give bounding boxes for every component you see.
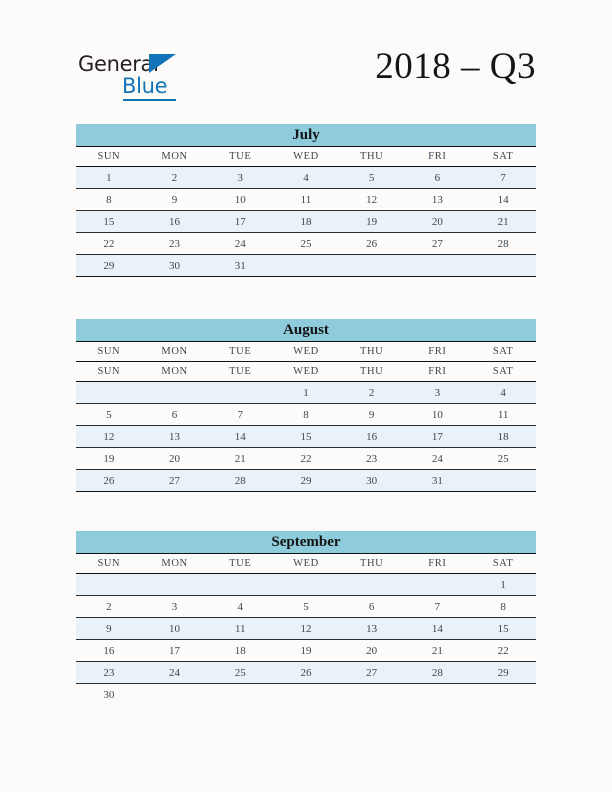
calendar-day-cell[interactable]: 27 xyxy=(405,233,471,255)
calendar-day-cell[interactable]: 24 xyxy=(142,662,208,684)
calendar-day-cell[interactable]: 2 xyxy=(339,382,405,404)
calendar-day-cell[interactable]: 6 xyxy=(405,167,471,189)
calendar-day-cell[interactable]: 23 xyxy=(142,233,208,255)
calendar-day-cell[interactable]: 30 xyxy=(142,255,208,277)
page-title: 2018 – Q3 xyxy=(375,46,536,87)
calendar-day-cell[interactable]: 20 xyxy=(405,211,471,233)
calendar-empty-cell xyxy=(470,684,536,706)
calendar-week-row xyxy=(76,574,536,596)
weekday-header-cell-sat: SAT xyxy=(470,554,536,574)
calendar-day-cell[interactable]: 15 xyxy=(76,211,142,233)
calendar-day-cell[interactable]: 18 xyxy=(470,426,536,448)
calendar-week-row xyxy=(76,426,536,448)
calendar-day-cell[interactable]: 13 xyxy=(405,189,471,211)
calendar-table xyxy=(76,342,536,492)
calendar-week-row xyxy=(76,233,536,255)
weekday-header-row xyxy=(76,554,536,574)
calendar-day-cell[interactable]: 24 xyxy=(405,448,471,470)
calendar-day-cell[interactable]: 11 xyxy=(273,189,339,211)
calendar-day-cell[interactable]: 11 xyxy=(470,404,536,426)
calendar-day-cell[interactable]: 30 xyxy=(339,470,405,492)
calendar-day-cell[interactable]: 22 xyxy=(76,233,142,255)
calendar-day-cell[interactable]: 22 xyxy=(470,640,536,662)
logo-triangle-icon xyxy=(149,54,176,73)
calendar-empty-cell xyxy=(76,382,142,404)
calendar-day-cell[interactable]: 20 xyxy=(142,448,208,470)
calendar-day-cell[interactable]: 5 xyxy=(339,167,405,189)
calendar-day-cell[interactable]: 1 xyxy=(76,167,142,189)
calendar-empty-cell xyxy=(405,684,471,706)
calendar-day-cell[interactable]: 12 xyxy=(76,426,142,448)
calendar-empty-cell xyxy=(207,382,273,404)
calendar-day-cell[interactable]: 29 xyxy=(470,662,536,684)
weekday-header-cell-wed: WED xyxy=(273,554,339,574)
calendar-day-cell[interactable]: 14 xyxy=(207,426,273,448)
calendar-day-cell[interactable]: 19 xyxy=(339,211,405,233)
calendar-week-row xyxy=(76,255,536,277)
calendar-weekday-header xyxy=(76,342,536,382)
calendar-body xyxy=(76,382,536,492)
calendar-day-cell[interactable]: 1 xyxy=(273,382,339,404)
month-block-july xyxy=(76,124,536,277)
calendar-empty-cell xyxy=(273,574,339,596)
calendar-day-cell[interactable]: 17 xyxy=(142,640,208,662)
month-block-september xyxy=(76,531,536,705)
calendar-day-cell[interactable]: 29 xyxy=(76,255,142,277)
calendar-day-cell[interactable]: 9 xyxy=(76,618,142,640)
calendar-day-cell[interactable]: 9 xyxy=(142,189,208,211)
calendar-week-row xyxy=(76,189,536,211)
logo-underline xyxy=(123,99,176,101)
calendar-day-cell[interactable]: 7 xyxy=(405,596,471,618)
weekday-header-row xyxy=(76,342,536,362)
weekday-header-cell-tue: TUE xyxy=(207,342,273,362)
calendar-day-cell[interactable]: 12 xyxy=(273,618,339,640)
calendar-day-cell[interactable]: 25 xyxy=(470,448,536,470)
weekday-header-cell-fri: FRI xyxy=(405,554,471,574)
weekday-header-cell-sat: SAT xyxy=(470,362,536,382)
calendar-day-cell[interactable]: 31 xyxy=(207,255,273,277)
calendar-weekday-header xyxy=(76,554,536,574)
calendar-empty-cell xyxy=(470,255,536,277)
calendar-day-cell[interactable]: 18 xyxy=(207,640,273,662)
logo-text-blue: Blue xyxy=(122,74,168,98)
weekday-header-cell-fri: FRI xyxy=(405,342,471,362)
calendar-day-cell[interactable]: 25 xyxy=(273,233,339,255)
calendar-week-row xyxy=(76,211,536,233)
calendar-day-cell[interactable]: 10 xyxy=(142,618,208,640)
calendar-table xyxy=(76,554,536,705)
calendar-day-cell[interactable]: 30 xyxy=(103,688,115,701)
calendar-day-cell[interactable]: 16 xyxy=(339,426,405,448)
weekday-header-cell-thu: THU xyxy=(339,362,405,382)
weekday-header-cell-fri: FRI xyxy=(405,362,471,382)
calendar-week-row xyxy=(76,640,536,662)
weekday-header-cell-mon: MON xyxy=(142,362,208,382)
calendar-day-cell[interactable]: 25 xyxy=(207,662,273,684)
calendar-empty-cell xyxy=(339,255,405,277)
weekday-header-cell-sun: SUN xyxy=(76,554,142,574)
calendar-empty-cell xyxy=(207,574,273,596)
calendar-day-cell[interactable]: 6 xyxy=(142,404,208,426)
calendar-day-cell[interactable]: 1 xyxy=(470,574,536,596)
calendar-day-cell[interactable]: 27 xyxy=(339,662,405,684)
calendar-day-cell[interactable]: 4 xyxy=(207,596,273,618)
month-block-august xyxy=(76,319,536,492)
calendar-day-cell[interactable]: 23 xyxy=(339,448,405,470)
weekday-header-cell-tue: TUE xyxy=(207,147,273,167)
weekday-header-cell-sat: SAT xyxy=(470,342,536,362)
calendar-empty-cell xyxy=(273,255,339,277)
calendar-day-cell[interactable]: 18 xyxy=(273,211,339,233)
calendar-day-cell[interactable]: 8 xyxy=(470,596,536,618)
calendar-week-row xyxy=(76,382,536,404)
calendar-empty-cell xyxy=(339,684,405,706)
calendar-week-row xyxy=(76,618,536,640)
calendar-table xyxy=(76,147,536,277)
calendar-week-row xyxy=(76,167,536,189)
calendar-day-cell[interactable]: 19 xyxy=(76,448,142,470)
calendar-week-row xyxy=(76,470,536,492)
weekday-header-cell-thu: THU xyxy=(339,554,405,574)
calendar-empty-cell xyxy=(273,684,339,706)
weekday-header-row xyxy=(76,362,536,382)
weekday-header-cell-mon: MON xyxy=(142,554,208,574)
calendar-week-row xyxy=(76,448,536,470)
calendar-day-cell[interactable]: 4 xyxy=(273,167,339,189)
calendar-day-cell[interactable]: 5 xyxy=(76,404,142,426)
calendar-day-cell[interactable]: 3 xyxy=(207,167,273,189)
weekday-header-cell-tue: TUE xyxy=(207,362,273,382)
calendar-day-cell[interactable]: 13 xyxy=(142,426,208,448)
calendar-day-cell[interactable]: 31 xyxy=(405,470,471,492)
month-title: September xyxy=(76,531,536,554)
calendar-day-cell[interactable]: 16 xyxy=(76,640,142,662)
weekday-header-cell-mon: MON xyxy=(142,342,208,362)
calendar-day-cell[interactable]: 17 xyxy=(405,426,471,448)
calendar-day-cell[interactable]: 24 xyxy=(207,233,273,255)
general-blue-logo xyxy=(78,52,258,104)
calendar-body xyxy=(76,574,536,706)
calendar-empty-cell xyxy=(142,574,208,596)
weekday-header-cell-sat: SAT xyxy=(470,147,536,167)
calendar-day-cell[interactable]: 23 xyxy=(76,662,142,684)
month-title: August xyxy=(76,319,536,342)
calendar-empty-cell xyxy=(405,255,471,277)
calendar-day-cell[interactable]: 10 xyxy=(405,404,471,426)
calendar-week-row xyxy=(76,684,536,706)
calendar-day-cell[interactable]: 21 xyxy=(207,448,273,470)
calendar-week-row xyxy=(76,596,536,618)
weekday-header-cell-wed: WED xyxy=(273,342,339,362)
calendar-day-cell[interactable]: 2 xyxy=(76,596,142,618)
calendar-empty-cell xyxy=(470,470,536,492)
calendar-day-cell[interactable]: 7 xyxy=(470,167,536,189)
month-title: July xyxy=(76,124,536,147)
calendar-day-cell[interactable]: 3 xyxy=(142,596,208,618)
calendar-empty-cell xyxy=(142,684,208,706)
weekday-header-cell-sun: SUN xyxy=(76,362,142,382)
calendar-day-cell[interactable]: 28 xyxy=(470,233,536,255)
weekday-header-cell-tue: TUE xyxy=(207,554,273,574)
calendar-week-row xyxy=(76,404,536,426)
calendar-day-cell[interactable]: 5 xyxy=(273,596,339,618)
calendar-day-cell[interactable]: 15 xyxy=(470,618,536,640)
weekday-header-cell-fri: FRI xyxy=(405,147,471,167)
calendar-day-cell[interactable]: 3 xyxy=(405,382,471,404)
weekday-header-cell-mon: MON xyxy=(142,147,208,167)
calendar-empty-cell xyxy=(339,574,405,596)
calendar-day-cell[interactable]: 19 xyxy=(273,640,339,662)
calendar-day-cell[interactable]: 8 xyxy=(76,189,142,211)
logo-text-general: General xyxy=(78,52,159,76)
calendar-empty-cell xyxy=(76,574,142,596)
weekday-header-cell-thu: THU xyxy=(339,147,405,167)
calendar-day-cell[interactable]: 26 xyxy=(339,233,405,255)
calendar-weekday-header xyxy=(76,147,536,167)
calendar-day-cell[interactable]: 28 xyxy=(207,470,273,492)
calendar-day-cell[interactable]: 28 xyxy=(405,662,471,684)
calendar-empty-cell xyxy=(207,684,273,706)
calendar-day-cell[interactable]: 21 xyxy=(470,211,536,233)
calendar-day-cell[interactable]: 7 xyxy=(207,404,273,426)
weekday-header-row xyxy=(76,147,536,167)
calendar-day-cell[interactable]: 17 xyxy=(207,211,273,233)
page-header xyxy=(0,0,612,118)
calendar-day-cell[interactable]: 15 xyxy=(273,426,339,448)
calendar-day-cell[interactable]: 14 xyxy=(470,189,536,211)
calendar-empty-cell xyxy=(405,574,471,596)
calendar-day-cell[interactable]: 26 xyxy=(76,470,142,492)
calendar-day-cell[interactable]: 26 xyxy=(273,662,339,684)
calendar-day-cell[interactable]: 29 xyxy=(273,470,339,492)
calendar-day-cell[interactable]: 22 xyxy=(273,448,339,470)
calendar-day-cell[interactable]: 6 xyxy=(339,596,405,618)
calendar-day-cell[interactable]: 27 xyxy=(142,470,208,492)
weekday-header-cell-thu: THU xyxy=(339,342,405,362)
calendar-day-cell[interactable]: 14 xyxy=(405,618,471,640)
weekday-header-cell-sun: SUN xyxy=(76,147,142,167)
calendar-day-cell[interactable]: 20 xyxy=(339,640,405,662)
calendar-day-cell[interactable]: 10 xyxy=(207,189,273,211)
calendar-day-cell[interactable]: 9 xyxy=(339,404,405,426)
calendar-week-row xyxy=(76,662,536,684)
calendar-day-cell[interactable]: 11 xyxy=(207,618,273,640)
weekday-header-cell-wed: WED xyxy=(273,147,339,167)
weekday-header-cell-wed: WED xyxy=(273,362,339,382)
calendar-empty-cell xyxy=(142,382,208,404)
calendar-body xyxy=(76,167,536,277)
weekday-header-cell-sun: SUN xyxy=(76,342,142,362)
calendar-day-cell[interactable]: 21 xyxy=(405,640,471,662)
calendar-day-cell[interactable]: 12 xyxy=(339,189,405,211)
calendar-day-cell[interactable]: 13 xyxy=(339,618,405,640)
calendar-day-cell[interactable]: 16 xyxy=(142,211,208,233)
calendar-day-cell[interactable]: 2 xyxy=(142,167,208,189)
calendar-day-cell[interactable]: 8 xyxy=(273,404,339,426)
calendar-day-cell[interactable]: 4 xyxy=(470,382,536,404)
